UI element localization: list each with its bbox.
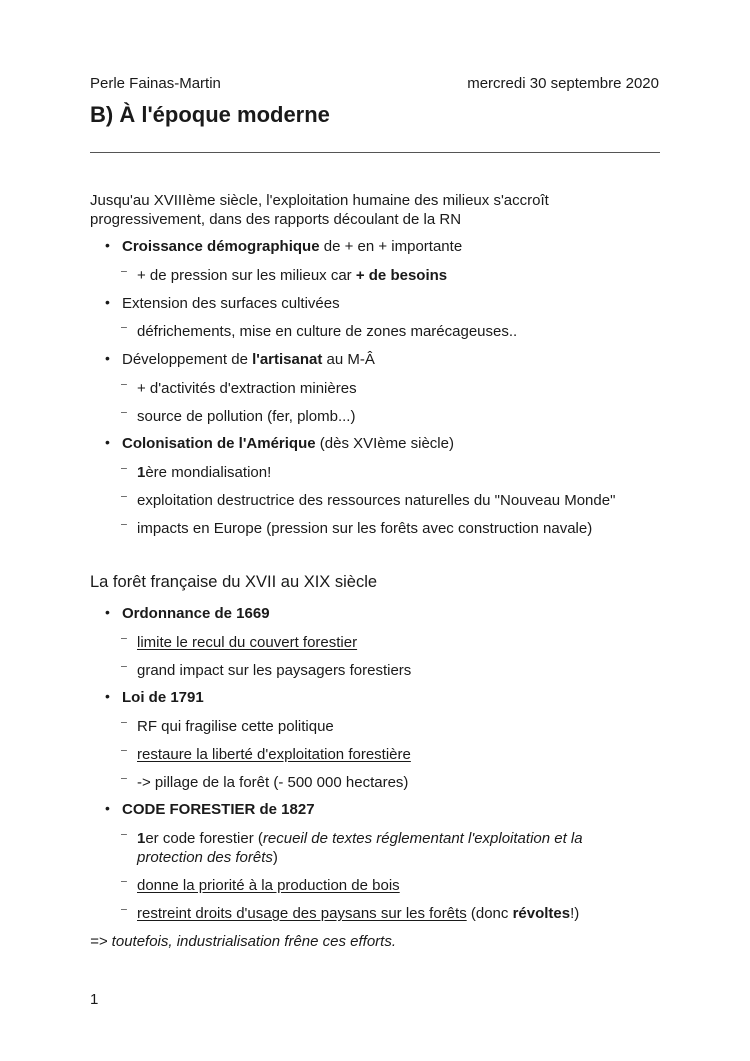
sub-item — [137, 633, 357, 652]
page-number: 1 — [90, 991, 99, 1008]
dash-icon: ⁻ — [120, 633, 128, 650]
intro-line-2: progressivement, dans des rapports découlant de la RN — [90, 211, 462, 228]
dash-icon: ⁻ — [120, 773, 128, 790]
sub-italic: protection des forêts — [137, 849, 273, 866]
dash-icon: ⁻ — [120, 407, 128, 424]
sub-underline: restaure la liberté d'exploitation forestière — [137, 746, 411, 763]
sub-text: (donc — [466, 905, 513, 922]
dash-icon: ⁻ — [120, 829, 128, 846]
dash-icon: ⁻ — [120, 379, 128, 396]
sub-item: grand impact sur les paysagers forestiers — [137, 662, 412, 679]
sub-underline: restreint droits d'usage des paysans sur les forêts — [137, 905, 467, 922]
list-item — [122, 800, 315, 819]
list-item — [122, 434, 454, 453]
sub-item: impacts en Europe (pression sur les forêts avec construction navale) — [137, 520, 593, 537]
dash-icon: ⁻ — [120, 745, 128, 762]
bullet-icon: • — [105, 294, 110, 310]
page-title: B) À l'époque moderne — [90, 102, 330, 127]
item-bold: Colonisation de l'Amérique — [122, 435, 316, 452]
sub-item — [137, 904, 579, 923]
item-text: au M-Â — [322, 351, 375, 368]
document-date: mercredi 30 septembre 2020 — [467, 75, 659, 92]
conclusion — [90, 932, 396, 951]
bullet-icon: • — [105, 237, 110, 253]
sub-item — [137, 745, 411, 764]
sub-item: + d'activités d'extraction minières — [137, 380, 357, 397]
dash-icon: ⁻ — [120, 904, 128, 921]
sub-item: source de pollution (fer, plomb...) — [137, 408, 356, 425]
sub-item: exploitation destructrice des ressources naturelles du "Nouveau Monde" — [137, 492, 616, 509]
bullet-icon: • — [105, 434, 110, 450]
item-bold: CODE FORESTIER de 1827 — [122, 801, 315, 818]
dash-icon: ⁻ — [120, 463, 128, 480]
item-bold: Loi de 1791 — [122, 689, 204, 706]
sub-item — [137, 266, 447, 285]
dash-icon: ⁻ — [120, 661, 128, 678]
item-text: Développement de — [122, 351, 253, 368]
dash-icon: ⁻ — [120, 491, 128, 508]
sub-item — [137, 829, 583, 848]
dash-icon: ⁻ — [120, 266, 128, 283]
sub-underline: donne la priorité à la production de bois — [137, 877, 400, 894]
item-bold: Croissance démographique — [122, 238, 320, 255]
dash-icon: ⁻ — [120, 876, 128, 893]
sub-text: !) — [570, 905, 580, 922]
sub-bold: révoltes — [512, 905, 571, 922]
sub-text: ère mondialisation! — [145, 464, 272, 481]
sub-text: er code forestier ( — [145, 830, 263, 847]
author-name: Perle Fainas-Martin — [90, 75, 221, 92]
sub-item — [137, 463, 271, 482]
item-bold: l'artisanat — [252, 351, 323, 368]
conclusion-text: => toutefois, industrialisation frêne ces efforts. — [90, 933, 396, 950]
bullet-icon: • — [105, 350, 110, 366]
dash-icon: ⁻ — [120, 322, 128, 339]
list-item — [122, 350, 375, 369]
sub-underline: limite le recul du couvert forestier — [137, 634, 358, 651]
bullet-icon: • — [105, 800, 110, 816]
sub-item: défrichements, mise en culture de zones marécageuses.. — [137, 323, 518, 340]
sub-text: ) — [272, 849, 278, 866]
list-item — [122, 604, 270, 623]
item-bold: Ordonnance de 1669 — [122, 605, 270, 622]
sub-bold: 1 — [137, 830, 146, 847]
title-divider — [90, 152, 660, 153]
bullet-icon: • — [105, 604, 110, 620]
intro-line-1: Jusqu'au XVIIIème siècle, l'exploitation humaine des milieux s'accroît — [90, 192, 549, 209]
section-title: La forêt française du XVII au XIX siècle — [90, 573, 378, 591]
dash-icon: ⁻ — [120, 519, 128, 536]
list-item — [122, 688, 204, 707]
sub-item: -> pillage de la forêt (- 500 000 hectares) — [137, 774, 409, 791]
sub-item — [137, 876, 400, 895]
item-text: de + en + importante — [319, 238, 463, 255]
sub-item-continuation — [137, 848, 278, 867]
sub-bold: 1 — [137, 464, 146, 481]
intro-paragraph — [90, 191, 549, 229]
sub-italic: recueil de textes réglementant l'exploitation et la — [262, 830, 583, 847]
dash-icon: ⁻ — [120, 717, 128, 734]
sub-text: + de pression sur les milieux car — [137, 267, 356, 284]
list-item: Extension des surfaces cultivées — [122, 295, 340, 312]
list-item — [122, 237, 462, 256]
sub-bold: + de besoins — [355, 267, 448, 284]
sub-item: RF qui fragilise cette politique — [137, 718, 334, 735]
item-text: (dès XVIème siècle) — [315, 435, 454, 452]
bullet-icon: • — [105, 688, 110, 704]
